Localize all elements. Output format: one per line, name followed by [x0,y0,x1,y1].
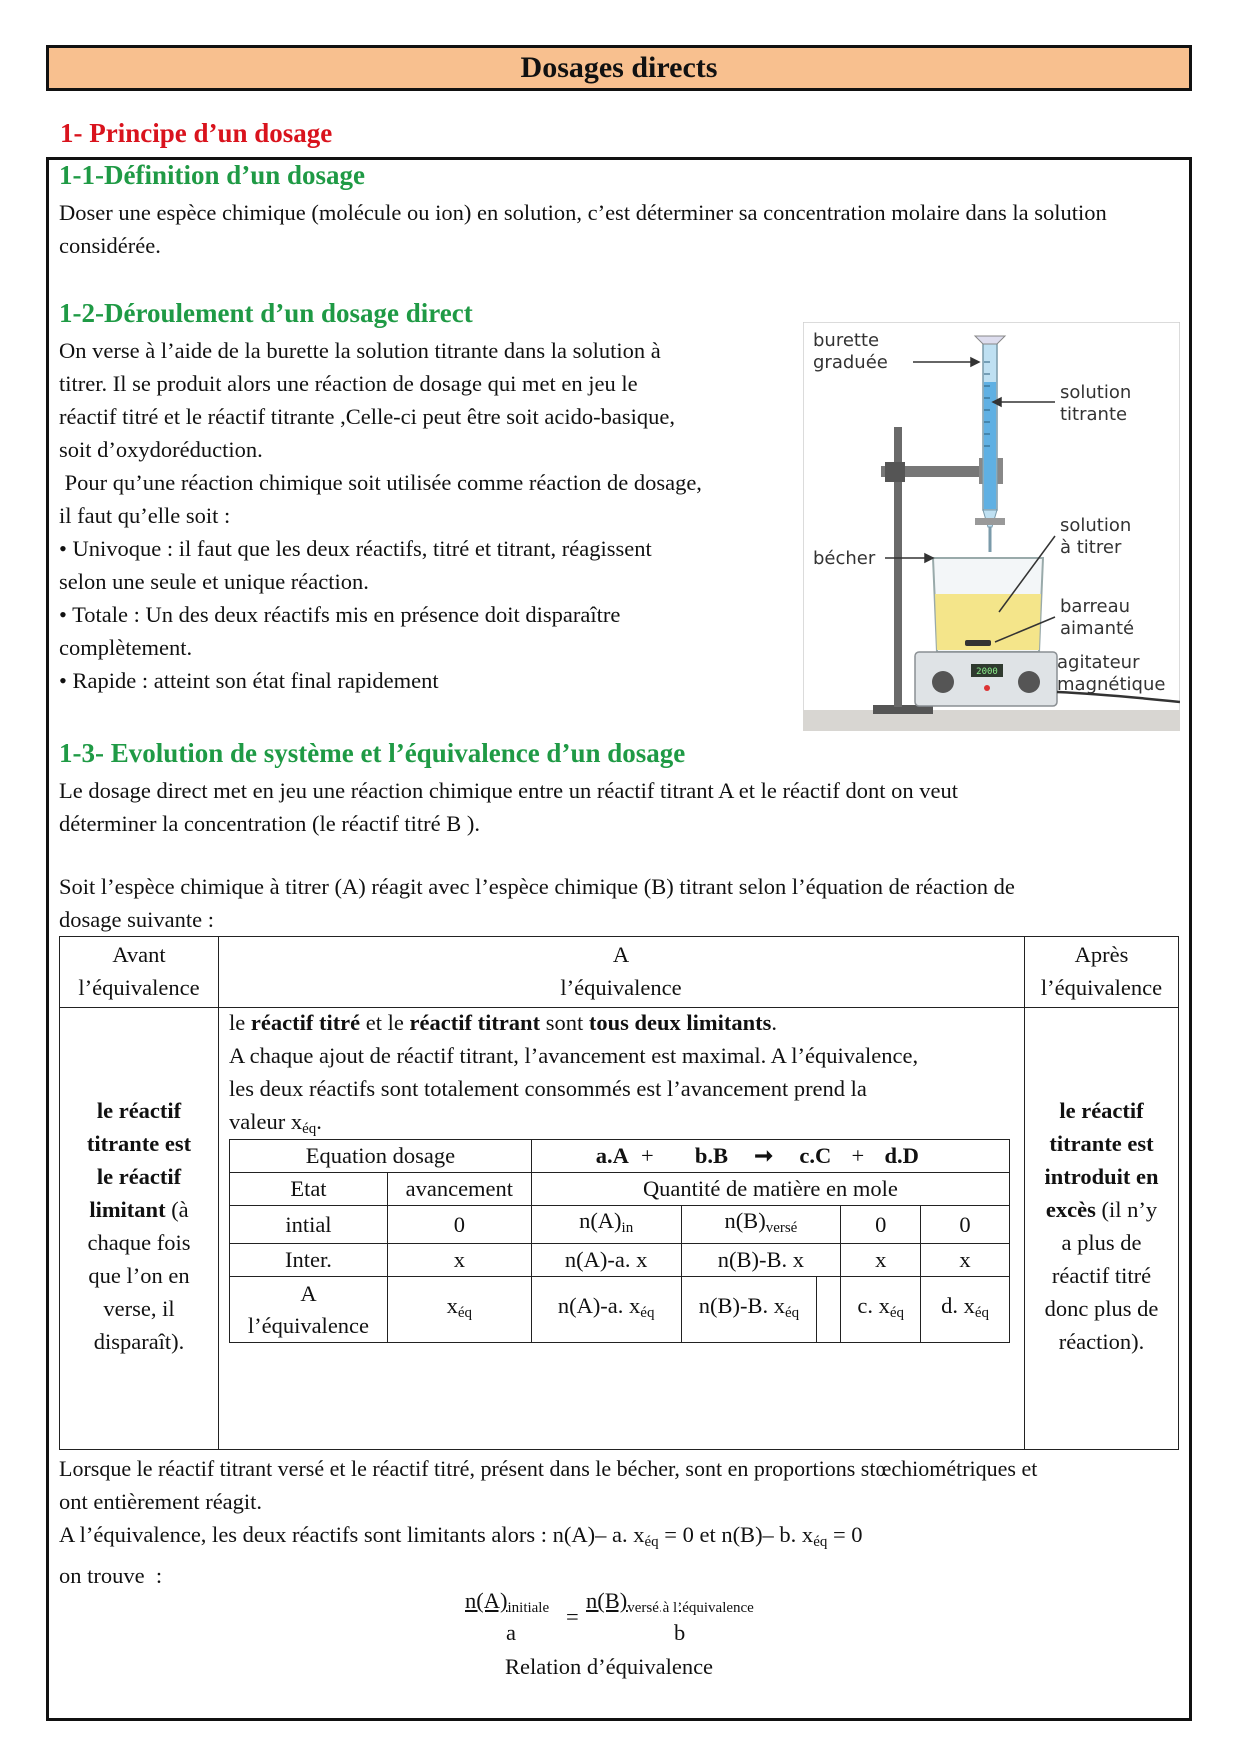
subscript: éq [813,1534,828,1550]
text-line: introduit en [1044,1164,1159,1189]
cell: n(A)-a. x [531,1244,681,1277]
cell-text: n(B)-B. x [698,1293,785,1318]
cell-text: c. x [857,1293,890,1318]
subscript: éq [457,1305,473,1321]
cell [531,1277,681,1343]
stirrer-knob-right [1018,671,1040,693]
label-burette-2: graduée [813,352,888,373]
cell [681,1206,841,1244]
text-line: ont entièrement réagit. [59,1489,263,1514]
text-span: (il n’y [1095,1197,1158,1222]
subscript: in [621,1220,634,1236]
subscript: éq [640,1305,655,1321]
label-burette-1: burette [813,330,880,351]
eq-arrow-icon: ➞ [754,1143,774,1168]
equivalence-explanation [59,1452,1189,1592]
text-line: titrante est [1049,1131,1154,1156]
eq-plus: + [640,1143,654,1168]
page-title: Dosages directs [46,45,1192,91]
text-span: sont [540,1010,589,1035]
cell: 0 [387,1206,531,1244]
fraction-right-numerator [586,1588,754,1617]
header-after-line: l’équivalence [1040,975,1163,1000]
cell-empty [817,1277,841,1343]
subscript: versé à l’équivalence [627,1600,754,1616]
cell [841,1277,921,1343]
stir-bar [965,640,991,646]
stirrer-led [984,685,990,691]
label-titrer-2: à titrer [1060,537,1122,558]
cell: 0 [921,1206,1010,1244]
text-bold: excès [1045,1197,1096,1222]
text-line: complètement. [59,635,193,660]
text-line: disparaît). [93,1329,185,1354]
eq-plus: + [851,1143,865,1168]
row-label [230,1277,388,1343]
text-line: dosage suivante : [59,907,214,932]
text-span: = 0 et n(B)– b. x [658,1522,814,1547]
subscript: initiale [507,1600,550,1616]
section-1-2-heading: 1-2-Déroulement d’un dosage direct [59,298,473,328]
label-agitateur-2: magnétique [1057,674,1166,695]
text-line: réactif titré [1051,1263,1152,1288]
text-bold: tous deux limitants [588,1010,772,1035]
relation-caption: Relation d’équivalence [505,1654,714,1679]
cell: x [841,1244,921,1277]
text-line: déterminer la concentration (le réactif titré B ). [59,811,481,836]
text-line: le réactif [96,1098,182,1123]
label-titrante-1: solution [1060,382,1132,403]
clamp-knob [885,462,905,482]
text-line: • Rapide : atteint son état final rapidement [59,668,439,693]
text-line: les deux réactifs sont totalement consommés est l’avancement prend la [229,1076,867,1101]
text-line: a plus de [1061,1230,1142,1255]
text-line: chaque fois [87,1230,191,1255]
section-1-heading: 1- Principe d’un dosage [60,118,333,148]
cell-text: n(A) [579,1208,622,1233]
section-1-3-reaction-intro [59,870,1179,936]
cell [681,1277,817,1343]
text-bold: limitant [89,1197,166,1222]
text-line: il faut qu’elle soit : [59,503,231,528]
text-bold: réactif titrant [409,1010,541,1035]
cell: x [921,1244,1010,1277]
cell: n(B)-B. x [681,1244,841,1277]
label-becher: bécher [813,548,876,569]
text-span: le [229,1010,251,1035]
text-span: n(B) [586,1588,628,1613]
text-line: Pour qu’une réaction chimique soit utilisée comme réaction de dosage, [59,470,702,495]
text-span: (à [165,1197,189,1222]
stirrer-knob-left [932,671,954,693]
text-line: Le dosage direct met en jeu une réaction chimique entre un réactif titrant A et le réactif dont on veut [59,778,959,803]
stopcock [975,518,1005,525]
text-line: réactif titré et le réactif titrante ,Celle-ci peut être soit acido-basique, [59,404,675,429]
display-readout: 2000 [976,667,998,677]
text-line: • Totale : Un des deux réactifs mis en présence doit disparaître [59,602,621,627]
fraction-left-numerator [465,1588,549,1617]
subscript: éq [974,1305,990,1321]
text-line: le réactif [96,1164,182,1189]
text-span: . [316,1109,322,1134]
after-equivalence-text [1024,1094,1179,1358]
fraction-right-denominator: b [674,1620,686,1645]
cell [531,1206,681,1244]
section-1-1-text: Doser une espèce chimique (molécule ou ion) en solution, c’est déterminer sa concentration molaire dans la solution considérée. [59,200,1107,258]
subscript: versé [765,1220,798,1236]
cell-text: x [446,1293,458,1318]
header-after [1024,938,1179,1004]
subscript: éq [644,1534,659,1550]
row-label: intial [230,1206,388,1244]
at-equivalence-text [229,1006,1019,1146]
quantite-header: Quantité de matière en mole [531,1173,1009,1206]
label-titrer-1: solution [1060,515,1132,536]
header-before-line: l’équivalence [78,975,200,1000]
cell: x [387,1244,531,1277]
eq-term: d.D [884,1143,919,1168]
header-at-line: A [612,942,630,967]
text-line: titrante est [86,1131,192,1156]
text-bold: réactif titré [250,1010,361,1035]
label-barreau-2: aimanté [1060,618,1135,639]
text-line: selon une seule et unique réaction. [59,569,369,594]
subscript: éq [889,1305,905,1321]
text-line: • Univoque : il faut que les deux réactifs, titré et titrant, réagissent [59,536,652,561]
text-line [59,1518,1189,1559]
eq-term: a.A [595,1143,628,1168]
equation-label: Equation dosage [230,1140,532,1173]
header-at [219,938,1023,1004]
text-span: = 0 [827,1522,863,1547]
label-titrante-2: titrante [1060,404,1128,425]
text-span: n(A) [465,1588,508,1613]
row-label: Inter. [230,1244,388,1277]
cell-text: n(B) [724,1208,766,1233]
section-1-3-heading: 1-3- Evolution de système et l’équivalence d’un dosage [59,738,686,768]
fraction-equals: = [566,1604,579,1629]
text-line: Lorsque le réactif titrant versé et le réactif titré, présent dans le bécher, sont en proportions stœchiométriques et [59,1456,1038,1481]
etat-header: Etat [230,1173,388,1206]
text-line: le réactif [1059,1098,1144,1123]
text-line: soit d’oxydoréduction. [59,437,263,462]
subscript: éq [302,1121,317,1137]
avancement-header: avancement [387,1173,531,1206]
header-before [60,938,218,1004]
text-span: . [771,1010,777,1035]
text-line: titrer. Il se produit alors une réaction de dosage qui met en jeu le [59,371,638,396]
text-line: On verse à l’aide de la burette la solution titrante dans la solution à [59,338,661,363]
cell [387,1277,531,1343]
fraction-left-denominator: a [506,1620,516,1645]
text-line: donc plus de [1044,1296,1159,1321]
eq-term: c.C [799,1143,832,1168]
text-line: on trouve : [59,1563,163,1588]
cell-text: d. x [941,1293,975,1318]
text-span: valeur x [229,1109,303,1134]
titration-setup-figure [803,322,1180,731]
bench [803,710,1180,731]
text-line: l’équivalence [247,1312,370,1338]
text-line: A [300,1280,317,1306]
subscript: éq [784,1305,800,1321]
section-1-2-text [59,334,799,697]
text-line: réaction). [1058,1329,1145,1354]
section-1-1-heading: 1-1-Définition d’un dosage [59,160,366,190]
text-line: verse, il [103,1296,175,1321]
label-agitateur-1: agitateur [1057,652,1140,673]
section-1-3-intro [59,774,1179,840]
header-before-line: Avant [112,942,166,967]
header-at-line: l’équivalence [560,975,682,1000]
before-equivalence-text [60,1094,218,1358]
text-line: que l’on en [88,1263,190,1288]
cell-text: n(A)-a. x [557,1293,641,1318]
equation [531,1140,1009,1173]
header-after-line: Après [1074,942,1129,967]
label-barreau-1: barreau [1060,596,1131,617]
text-span: A l’équivalence, les deux réactifs sont limitants alors : n(A)– a. x [59,1522,645,1547]
text-line: Soit l’espèce chimique à titrer (A) réagit avec l’espèce chimique (B) titrant selon l’équation de réaction de [59,874,1015,899]
eq-term: b.B [694,1143,729,1168]
progress-table [229,1139,1010,1343]
cell: 0 [841,1206,921,1244]
text-span: et le [360,1010,410,1035]
text-line: A chaque ajout de réactif titrant, l’avancement est maximal. A l’équivalence, [229,1043,919,1068]
cell [921,1277,1010,1343]
